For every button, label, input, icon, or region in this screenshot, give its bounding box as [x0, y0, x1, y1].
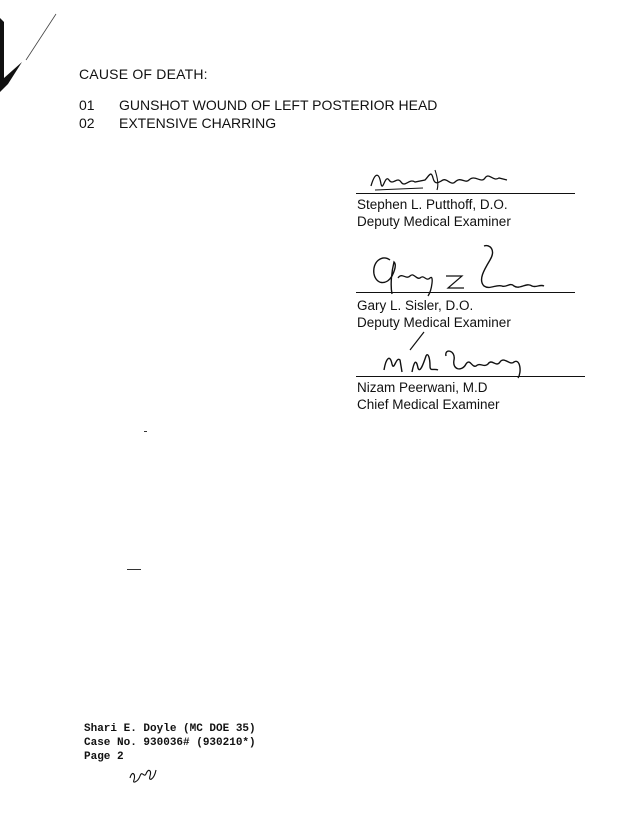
signatory-title: Deputy Medical Examiner [357, 315, 511, 330]
cause-number: 01 [79, 97, 95, 113]
signature-putthoff [365, 166, 525, 196]
signature-peerwani [372, 328, 542, 380]
cause-text: GUNSHOT WOUND OF LEFT POSTERIOR HEAD [119, 97, 438, 113]
signatory-name: Gary L. Sisler, D.O. [357, 298, 474, 313]
signatory-name: Stephen L. Putthoff, D.O. [357, 197, 508, 212]
cause-number: 02 [79, 115, 95, 131]
signatory-title: Chief Medical Examiner [357, 397, 500, 412]
page-handwritten-initials [126, 756, 160, 786]
footer-case-number: Case No. 930036# (930210*) [84, 737, 256, 749]
stray-mark [144, 431, 147, 432]
cause-item-1 [79, 97, 437, 113]
cause-item-2 [79, 115, 276, 131]
stray-mark [127, 569, 141, 570]
signature-line [356, 193, 575, 194]
footer-page-number: Page 2 [84, 751, 124, 763]
signatory-title: Deputy Medical Examiner [357, 214, 511, 229]
cause-of-death-heading: CAUSE OF DEATH: [79, 66, 208, 82]
signature-line [356, 376, 585, 377]
cause-text: EXTENSIVE CHARRING [119, 115, 277, 131]
signature-line [356, 292, 575, 293]
signature-sisler [366, 240, 556, 300]
signatory-name: Nizam Peerwani, M.D [357, 380, 488, 395]
scan-corner-mark [0, 0, 70, 100]
footer-decedent-line: Shari E. Doyle (MC DOE 35) [84, 723, 256, 735]
